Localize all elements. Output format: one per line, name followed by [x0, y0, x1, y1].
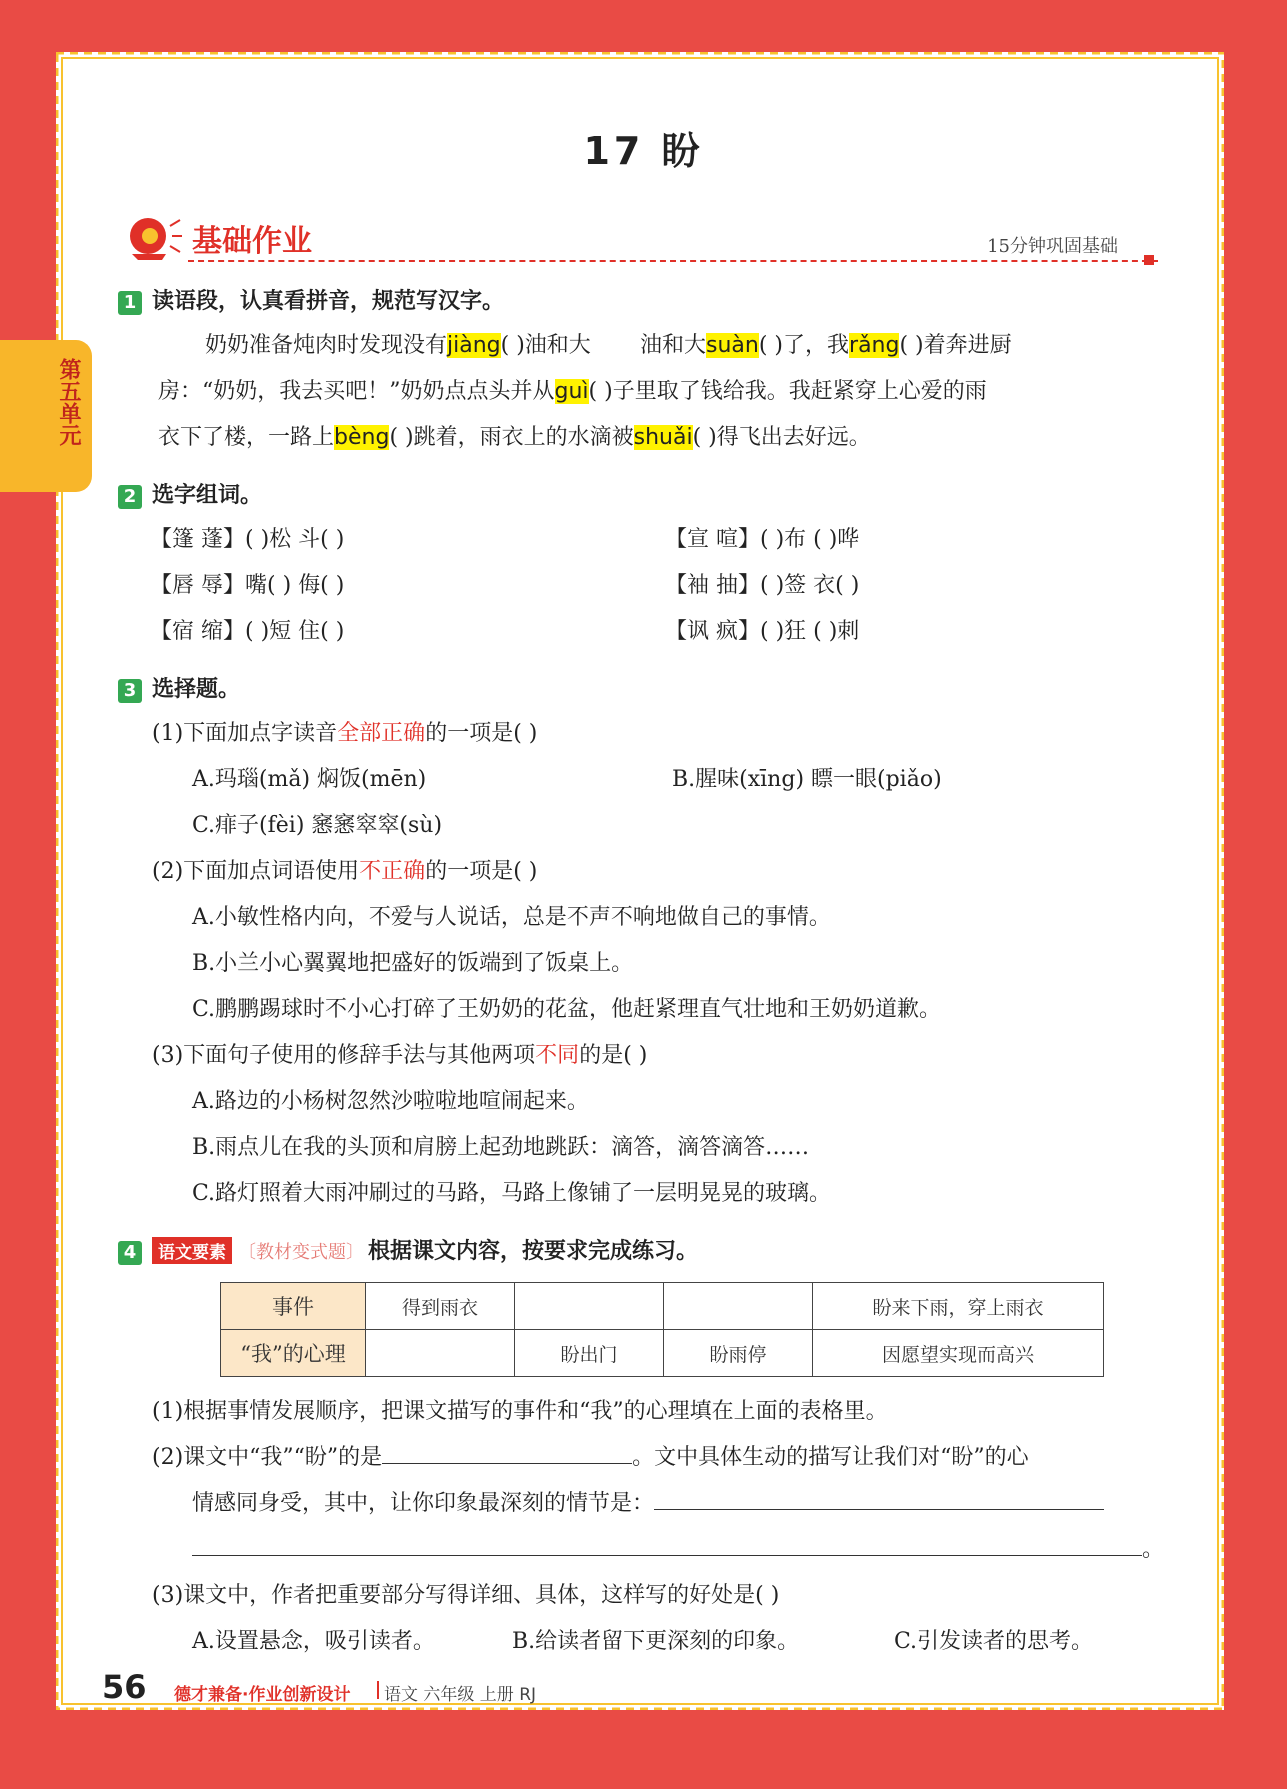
q4-sub-2	[152, 1440, 1029, 1471]
q4-sub-3[interactable]: (3)课文中，作者把重要部分写得详细、具体，这样写的好处是( )	[152, 1583, 780, 1608]
text: 。文中具体生动的描写让我们对“盼”的心	[632, 1445, 1029, 1470]
section-title: 基础作业	[192, 224, 312, 259]
footer-separator	[377, 1681, 379, 1699]
answer-blank[interactable]: 的是( )	[579, 1043, 648, 1068]
question-prompt: 读语段，认真看拼音，规范写汉字。	[152, 289, 505, 314]
text: 房：“奶奶，我去买吧！”奶奶点点头并从	[158, 379, 555, 404]
question-2-heading	[118, 478, 262, 509]
table-cell: 因愿望实现而高兴	[813, 1330, 1104, 1377]
variant-tag: 〔教材变式题〕	[238, 1242, 364, 1263]
q3-1-option-a[interactable]: A.玛瑙(mǎ) 焖饭(mēn)	[192, 767, 427, 792]
q3-3-option-a[interactable]: A.路边的小杨树忽然沙啦啦地喧闹起来。	[192, 1089, 589, 1114]
question-number: 2	[118, 485, 142, 509]
q4-sub-2-cont	[192, 1486, 1104, 1517]
page-title: 17 盼	[583, 129, 704, 173]
question-3-heading	[118, 672, 240, 703]
pinyin: shuǎi	[633, 425, 693, 450]
question-4-heading	[118, 1234, 698, 1265]
q2-row-1-left[interactable]: 【篷 蓬】( )松 斗( )	[150, 527, 345, 552]
answer-line[interactable]	[382, 1463, 632, 1464]
answer-blank[interactable]: ( )子里取了钱给我。我赶紧穿上心爱的雨	[588, 379, 987, 404]
q3-2-option-a[interactable]: A.小敏性格内向，不爱与人说话，总是不声不响地做自己的事情。	[192, 905, 831, 930]
text: (2)课文中“我”“盼”的是	[152, 1445, 383, 1470]
emphasis: 全部正确	[337, 721, 426, 746]
q2-row-2-right[interactable]: 【袖 抽】( )签 衣( )	[665, 573, 860, 598]
q2-row-1-right[interactable]: 【宣 喧】( )布 ( )哗	[665, 527, 860, 552]
table-header: “我”的心理	[221, 1330, 366, 1377]
category-tag: 语文要素	[152, 1237, 232, 1264]
q3-sub-3	[152, 1038, 647, 1069]
table-cell-input[interactable]	[664, 1283, 813, 1330]
q3-1-option-b[interactable]: B.腥味(xīng) 瞟一眼(piǎo)	[672, 767, 942, 792]
pinyin: rǎng	[849, 333, 900, 358]
divider-end-mark	[1144, 255, 1154, 265]
text: 。	[1142, 1537, 1165, 1562]
q2-row-3-right[interactable]: 【讽 疯】( )狂 ( )刺	[665, 619, 860, 644]
table-row	[221, 1330, 1104, 1377]
table-cell: 盼来下雨，穿上雨衣	[813, 1283, 1104, 1330]
question-number: 3	[118, 679, 142, 703]
q4-3-option-b[interactable]: B.给读者留下更深刻的印象。	[512, 1629, 800, 1654]
section-header	[118, 212, 1158, 264]
pinyin: suàn	[706, 333, 759, 358]
section-divider	[188, 260, 1158, 262]
table-cell: 盼雨停	[664, 1330, 813, 1377]
text: 油和大	[640, 333, 707, 358]
section-subtitle: 15分钟巩固基础	[987, 236, 1118, 257]
emphasis: 不正确	[359, 859, 426, 884]
text: (2)下面加点词语使用	[152, 859, 360, 884]
q1-line-1	[205, 328, 591, 359]
table-cell: 盼出门	[515, 1330, 664, 1377]
q3-3-option-c[interactable]: C.路灯照着大雨冲刷过的马路，马路上像铺了一层明晃晃的玻璃。	[192, 1181, 832, 1206]
text: (1)下面加点字读音	[152, 721, 338, 746]
answer-blank[interactable]: ( )油和大	[500, 333, 591, 358]
question-1-heading	[118, 284, 504, 315]
q4-3-option-a[interactable]: A.设置悬念，吸引读者。	[192, 1629, 435, 1654]
brand-name: 德才兼备·作业创新设计	[174, 1685, 351, 1705]
answer-blank[interactable]: ( )得飞出去好远。	[692, 425, 871, 450]
q2-row-2-left[interactable]: 【唇 辱】嘴( ) 侮( )	[150, 573, 345, 598]
question-number: 1	[118, 291, 142, 315]
answer-line[interactable]	[654, 1509, 1104, 1510]
q2-row-3-left[interactable]: 【宿 缩】( )短 住( )	[150, 619, 345, 644]
q3-sub-1	[152, 716, 537, 747]
pinyin: guì	[554, 379, 589, 404]
answer-blank[interactable]: ( )着奔进厨	[899, 333, 1012, 358]
unit-tab-label: 第五单元	[56, 358, 81, 446]
answer-blank[interactable]: 的一项是( )	[425, 859, 538, 884]
book-info: 语文 六年级 上册 RJ	[384, 1685, 537, 1705]
question-prompt: 根据课文内容，按要求完成练习。	[368, 1239, 699, 1264]
emphasis: 不同	[535, 1043, 580, 1068]
q1-line-1c	[640, 328, 1012, 359]
question-prompt: 选择题。	[152, 677, 241, 702]
text: 衣下了楼，一路上	[158, 425, 335, 450]
answer-blank[interactable]: ( )了，我	[758, 333, 850, 358]
table-header: 事件	[221, 1283, 366, 1330]
q4-3-option-c[interactable]: C.引发读者的思考。	[894, 1629, 1094, 1654]
q4-sub-1: (1)根据事情发展顺序，把课文描写的事件和“我”的心理填在上面的表格里。	[152, 1399, 888, 1424]
unit-tab	[0, 340, 92, 492]
q3-2-option-c[interactable]: C.鹏鹏踢球时不小心打碎了王奶奶的花盆，他赶紧理直气壮地和王奶奶道歉。	[192, 997, 942, 1022]
page-number: 56	[102, 1668, 147, 1706]
table-cell: 得到雨衣	[366, 1283, 515, 1330]
q3-sub-2	[152, 854, 537, 885]
table-row	[221, 1283, 1104, 1330]
table-cell-input[interactable]	[515, 1283, 664, 1330]
text: 情感同身受，其中，让你印象最深刻的情节是：	[192, 1491, 655, 1516]
answer-blank[interactable]: ( )跳着，雨衣上的水滴被	[389, 425, 634, 450]
text: 奶奶准备炖肉时发现没有	[205, 333, 448, 358]
events-feelings-table	[220, 1282, 1104, 1377]
q1-line-2	[158, 374, 987, 405]
question-number: 4	[118, 1241, 142, 1265]
answer-blank[interactable]: 的一项是( )	[425, 721, 538, 746]
table-cell-input[interactable]	[366, 1330, 515, 1377]
pinyin: bèng	[334, 425, 390, 450]
answer-line[interactable]	[192, 1555, 1142, 1556]
question-prompt: 选字组词。	[152, 483, 263, 508]
q4-sub-2-line	[192, 1532, 1164, 1563]
pinyin: jiàng	[447, 333, 501, 358]
q3-3-option-b[interactable]: B.雨点儿在我的头顶和肩膀上起劲地跳跃：滴答，滴答滴答……	[192, 1135, 810, 1160]
bell-icon	[118, 212, 184, 264]
q1-line-3	[158, 420, 871, 451]
text: (3)下面句子使用的修辞手法与其他两项	[152, 1043, 536, 1068]
q3-2-option-b[interactable]: B.小兰小心翼翼地把盛好的饭端到了饭桌上。	[192, 951, 634, 976]
q3-1-option-c[interactable]: C.痱子(fèi) 窸窸窣窣(sù)	[192, 813, 443, 838]
